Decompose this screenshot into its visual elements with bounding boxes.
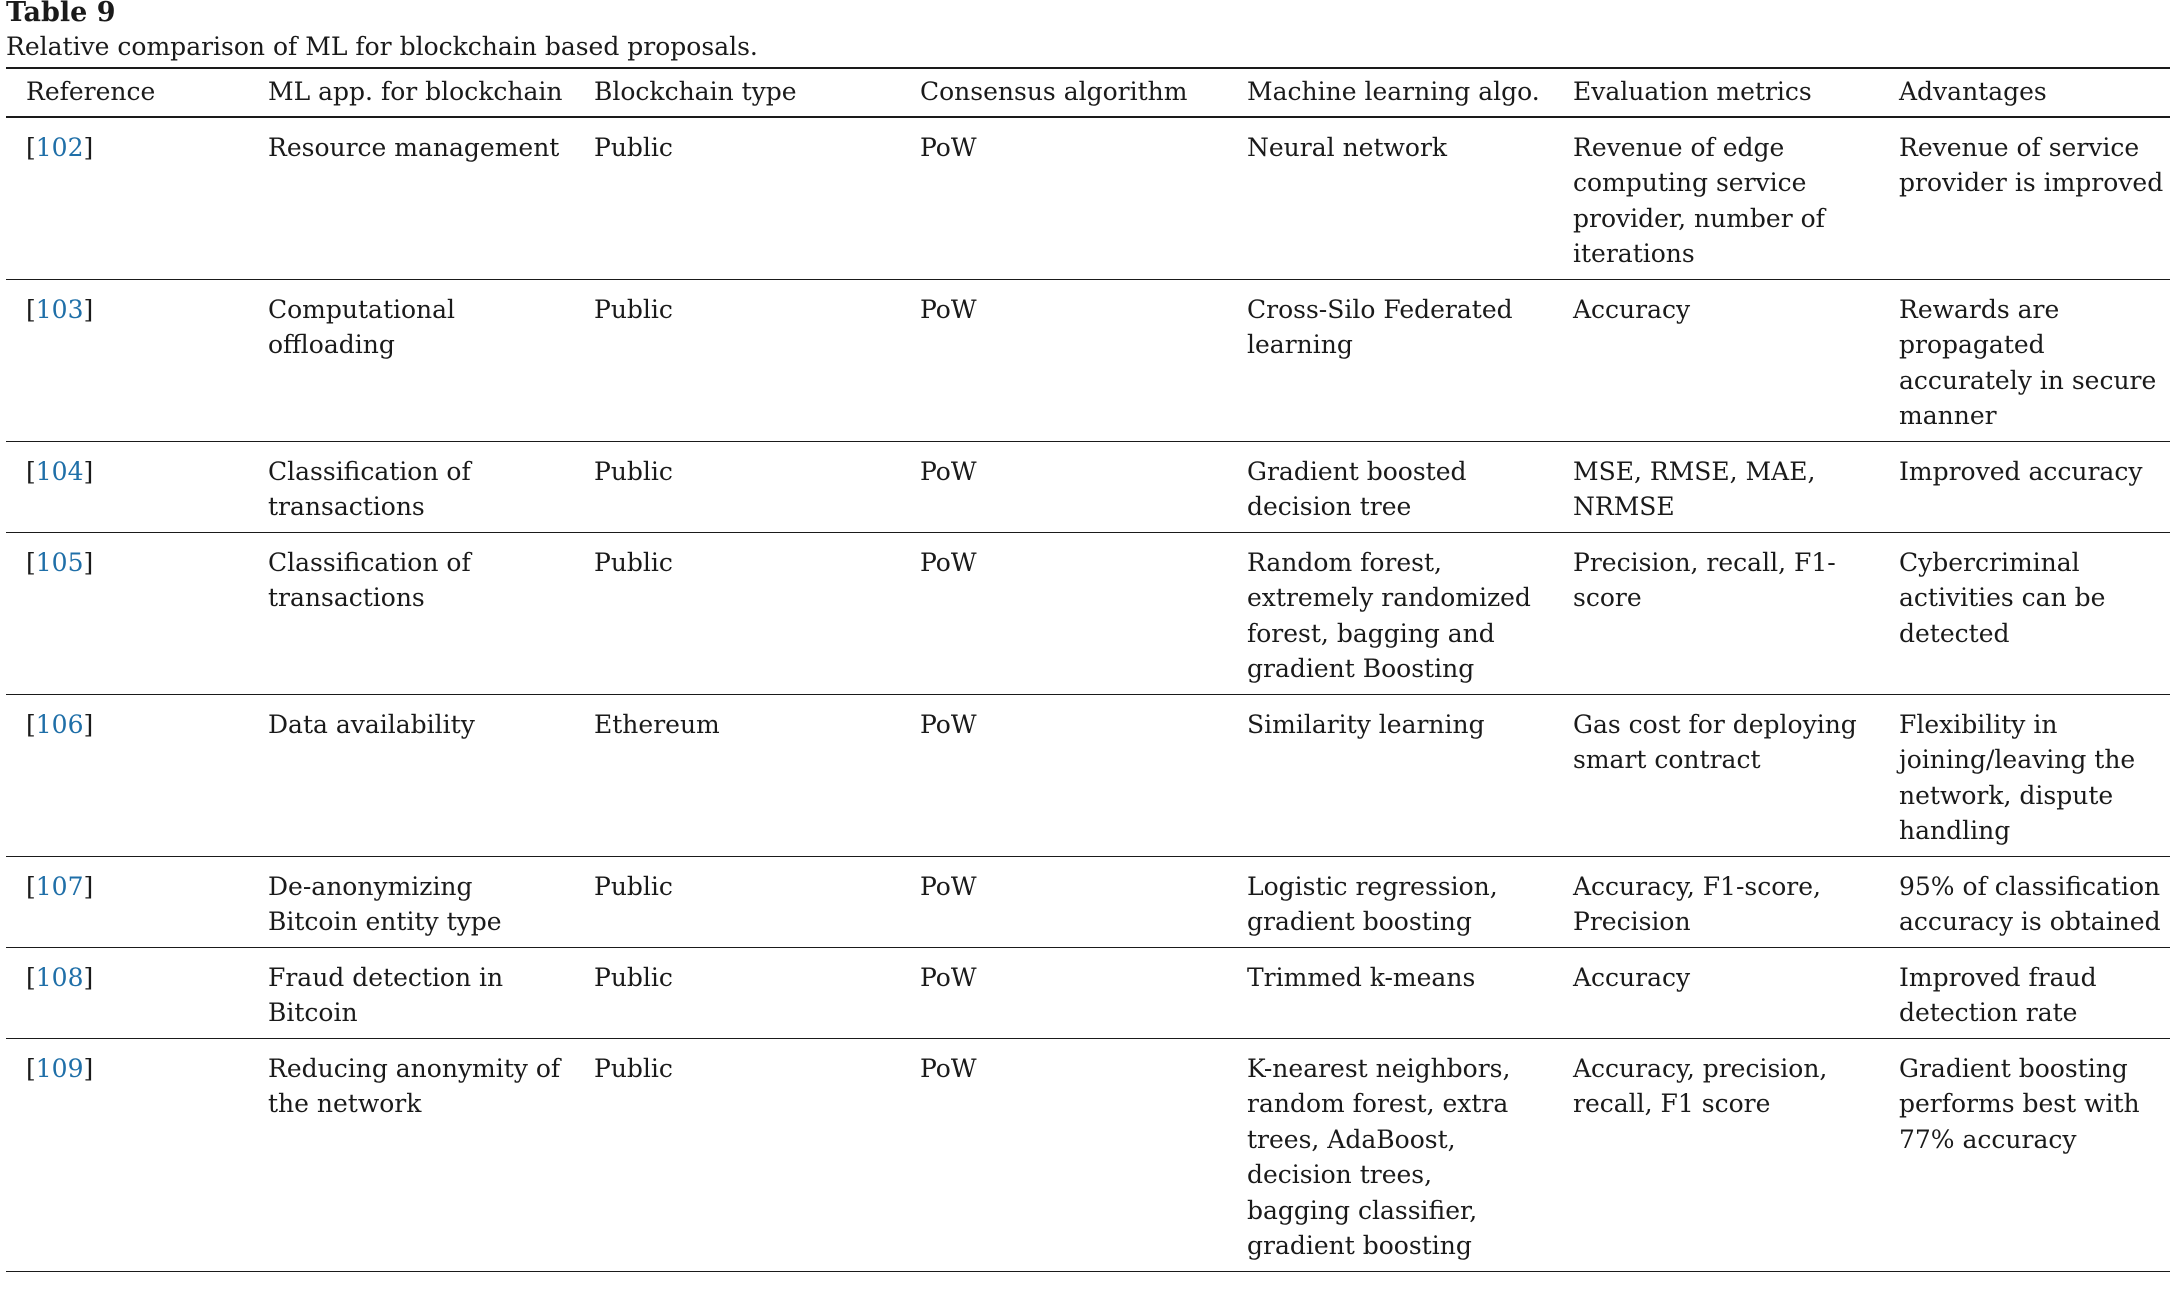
reference-cell: [106] xyxy=(26,709,94,739)
ml-app-cell: Reducing anonymity of the network xyxy=(268,1053,561,1118)
ml-algo-cell: Cross-Silo Federated learning xyxy=(1247,294,1513,359)
reference-link[interactable]: 108 xyxy=(35,962,84,992)
advantages-cell: Revenue of service provider is improved xyxy=(1899,132,2164,197)
reference-link[interactable]: 105 xyxy=(35,547,84,577)
reference-cell: [105] xyxy=(26,547,94,577)
advantages-cell: Improved accuracy xyxy=(1899,456,2143,486)
ml-app-cell: Classification of transactions xyxy=(268,456,471,521)
reference-link[interactable]: 106 xyxy=(35,709,84,739)
ml-algo-cell: K-nearest neighbors, random forest, extra trees, AdaBoost, decision trees, bagging classifier, gradient boosting xyxy=(1247,1053,1511,1260)
reference-link[interactable]: 102 xyxy=(35,132,84,162)
table-row xyxy=(6,441,2170,532)
consensus-cell: PoW xyxy=(920,132,977,162)
advantages-cell: Rewards are propagated accurately in secure manner xyxy=(1899,294,2157,430)
consensus-cell: PoW xyxy=(920,547,977,577)
comparison-table xyxy=(6,67,2170,1272)
metrics-cell: Accuracy xyxy=(1573,294,1691,324)
advantages-cell: Improved fraud detection rate xyxy=(1899,962,2097,1027)
consensus-cell: PoW xyxy=(920,709,977,739)
metrics-cell: Accuracy, F1-score, Precision xyxy=(1573,871,1821,936)
ml-app-cell: Data availability xyxy=(268,709,475,739)
metrics-cell: Gas cost for deploying smart contract xyxy=(1573,709,1857,774)
advantages-cell: Flexibility in joining/leaving the network, dispute handling xyxy=(1899,709,2136,845)
table-header-row xyxy=(6,68,2170,117)
reference-link[interactable]: 104 xyxy=(35,456,84,486)
consensus-cell: PoW xyxy=(920,456,977,486)
metrics-cell: Accuracy, precision, recall, F1 score xyxy=(1573,1053,1828,1118)
metrics-cell: MSE, RMSE, MAE, NRMSE xyxy=(1573,456,1816,521)
ml-algo-cell: Gradient boosted decision tree xyxy=(1247,456,1467,521)
reference-cell: [104] xyxy=(26,456,94,486)
table-label: Table 9 xyxy=(6,0,116,28)
ml-app-cell: Classification of transactions xyxy=(268,547,471,612)
table-row xyxy=(6,694,2170,856)
advantages-cell: 95% of classification accuracy is obtained xyxy=(1899,871,2161,936)
metrics-cell: Precision, recall, F1-score xyxy=(1573,547,1836,612)
reference-cell: [108] xyxy=(26,962,94,992)
blockchain-type-cell: Public xyxy=(594,456,673,486)
header-blockchain-type: Blockchain type xyxy=(594,77,797,106)
ml-app-cell: De-anonymizing Bitcoin entity type xyxy=(268,871,502,936)
blockchain-type-cell: Public xyxy=(594,962,673,992)
header-ml-algo: Machine learning algo. xyxy=(1247,77,1540,106)
advantages-cell: Cybercriminal activities can be detected xyxy=(1899,547,2106,648)
table-row xyxy=(6,1038,2170,1271)
reference-link[interactable]: 107 xyxy=(35,871,84,901)
consensus-cell: PoW xyxy=(920,294,977,324)
ml-app-cell: Fraud detection in Bitcoin xyxy=(268,962,504,1027)
metrics-cell: Revenue of edge computing service provider, number of iterations xyxy=(1573,132,1825,268)
blockchain-type-cell: Public xyxy=(594,132,673,162)
table-row xyxy=(6,947,2170,1038)
ml-app-cell: Computational offloading xyxy=(268,294,456,359)
advantages-cell: Gradient boosting performs best with 77% accuracy xyxy=(1899,1053,2140,1154)
metrics-cell: Accuracy xyxy=(1573,962,1691,992)
ml-algo-cell: Random forest, extremely randomized forest, bagging and gradient Boosting xyxy=(1247,547,1531,683)
ml-app-cell: Resource management xyxy=(268,132,560,162)
blockchain-type-cell: Ethereum xyxy=(594,709,720,739)
blockchain-type-cell: Public xyxy=(594,871,673,901)
ml-algo-cell: Trimmed k-means xyxy=(1247,962,1476,992)
consensus-cell: PoW xyxy=(920,871,977,901)
reference-link[interactable]: 109 xyxy=(35,1053,84,1083)
header-advantages: Advantages xyxy=(1899,77,2047,106)
table-row xyxy=(6,279,2170,441)
table-row xyxy=(6,117,2170,280)
reference-cell: [107] xyxy=(26,871,94,901)
ml-algo-cell: Similarity learning xyxy=(1247,709,1485,739)
reference-link[interactable]: 103 xyxy=(35,294,84,324)
reference-cell: [103] xyxy=(26,294,94,324)
ml-algo-cell: Neural network xyxy=(1247,132,1448,162)
table-row xyxy=(6,856,2170,947)
header-reference: Reference xyxy=(26,77,156,106)
reference-cell: [109] xyxy=(26,1053,94,1083)
table-caption: Relative comparison of ML for blockchain based proposals. xyxy=(6,32,758,61)
header-ml-app: ML app. for blockchain xyxy=(268,77,563,106)
blockchain-type-cell: Public xyxy=(594,547,673,577)
reference-cell: [102] xyxy=(26,132,94,162)
consensus-cell: PoW xyxy=(920,962,977,992)
blockchain-type-cell: Public xyxy=(594,294,673,324)
consensus-cell: PoW xyxy=(920,1053,977,1083)
table-row xyxy=(6,532,2170,694)
header-consensus-algorithm: Consensus algorithm xyxy=(920,77,1188,106)
header-evaluation-metrics: Evaluation metrics xyxy=(1573,77,1812,106)
blockchain-type-cell: Public xyxy=(594,1053,673,1083)
ml-algo-cell: Logistic regression, gradient boosting xyxy=(1247,871,1498,936)
